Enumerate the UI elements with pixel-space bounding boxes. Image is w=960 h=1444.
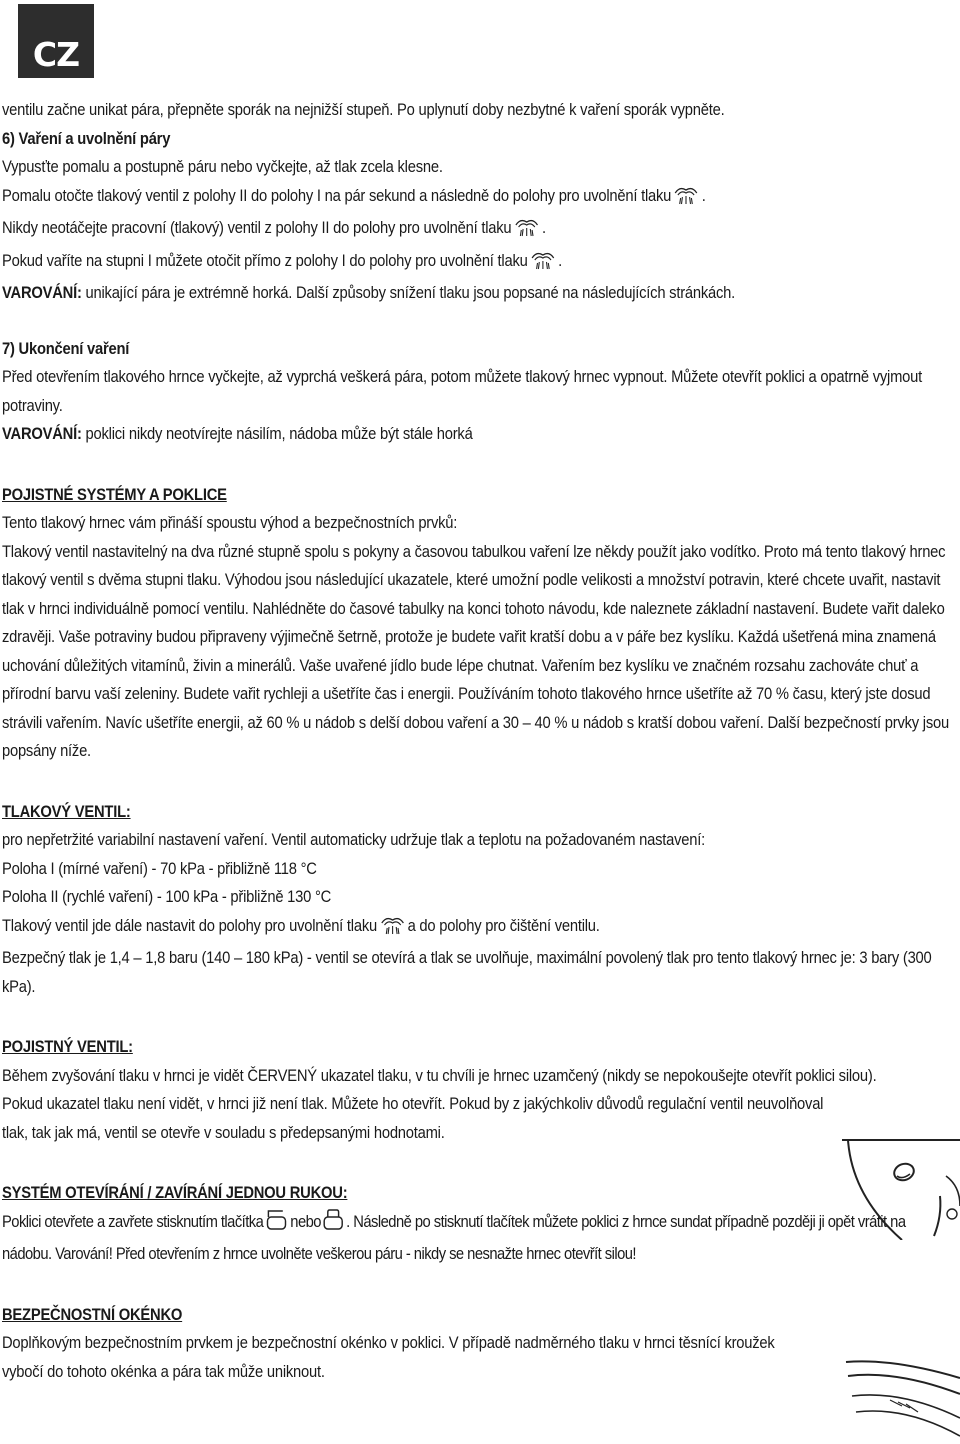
safety-paragraph: Tlakový ventil nastavitelný na dva různé stupně spolu s pokyny a časovou tabulkou vaření lze někdy použít jako vodítko. Proto má tento tlakový hrnec tlakový ventil s dvěma stupni tlaku. Výhodou jsou následující ukazatele, které umožní podle velikosti a množství potravin, které chcete uvařit, nastavit tlak v hrnci individuálně pomocí ventilu. Nahlédněte do časové tabulky na konci tohoto návodu, kde naleznete základní nastavení. Budete vařit daleko zdravěji. Vaše potraviny budou připraveny výjimečně šetrně, protože je budete vařit kratší dobu a v páře bez kyslíku. Každá ušetřená mina znamená uchování důležitých vitamínů, živin a minerálů. Vaše uvařené jídlo bude lépe chutnat. Vařením bez kyslíku ve značném rozsahu zachováte chuť a přírodní barvu vaší zeleniny. Budete vařit rychleji a ušetříte čas i energii. Používáním tohoto tlakového hrnce ušetříte až 70 % času, který jste dosud strávili vařením. Navíc ušetříte energii, až 60 % u nádob s delší dobou vaření a 30 – 40 % u nádob s kratší dobou vaření. Další bezpečností prvky jsou popsány níže. [2, 542, 949, 760]
steam-release-icon [673, 185, 700, 215]
close-button-icon [323, 1209, 345, 1241]
steam-release-icon [513, 217, 540, 247]
section-title-safety-valve: POJISTNÝ VENTIL: [2, 1038, 133, 1056]
text-line: ventilu začne unikat pára, přepněte sporák na nejnižší stupeň. Po uplynutí doby nezbytné k vaření sporák vypněte. [2, 101, 725, 119]
steam-release-icon [529, 250, 556, 280]
section-title-one-hand: SYSTÉM OTEVÍRÁNÍ / ZAVÍRÁNÍ JEDNOU RUKOU: [2, 1184, 348, 1202]
text-line: Bezpečný tlak je 1,4 – 1,8 baru (140 – 180 kPa) - ventil se otevírá a tlak se uvolňuje, maximální povolený tlak pro tento tlakový hrnec je: 3 bary (300 kPa). [2, 949, 932, 996]
document-body [2, 96, 956, 1386]
section-title-safety-systems: POJISTNÉ SYSTÉMY A POKLICE [2, 485, 227, 504]
warning-line: VAROVÁNÍ: poklici nikdy neotvírejte násilím, nádoba může být stále horká [2, 425, 473, 443]
text-line: Vypusťte pomalu a postupně páru nebo vyčkejte, až tlak zcela klesne. [2, 158, 443, 176]
text-line: Tento tlakový hrnec vám přináší spoustu výhod a bezpečnostních prvků: [2, 514, 458, 532]
warning-label: VAROVÁNÍ: [2, 425, 82, 443]
language-code: CZ [32, 35, 80, 74]
safety-window-illustration [842, 1356, 960, 1444]
warning-label: VAROVÁNÍ: [2, 284, 82, 302]
step6-title: 6) Vaření a uvolnění páry [2, 129, 171, 148]
text-line: Poloha II (rychlé vaření) - 100 kPa - přibližně 130 °C [2, 888, 332, 906]
text-line: Nikdy neotáčejte pracovní (tlakový) ventil z polohy II do polohy pro uvolnění tlaku . [2, 214, 956, 247]
text-line: Tlakový ventil jde dále nastavit do polohy pro uvolnění tlaku a do polohy pro čištění ventilu. [2, 912, 956, 945]
text-line: Pomalu otočte tlakový ventil z polohy II do polohy I na pár sekund a následně do polohy pro uvolnění tlaku . [2, 182, 956, 215]
section-title-safety-window: BEZPEČNOSTNÍ OKÉNKO [2, 1305, 183, 1324]
text-line: Pokud vaříte na stupni I můžete otočit přímo z polohy I do polohy pro uvolnění tlaku . [2, 247, 956, 280]
text-line: Poklici otevřete a zavřete stisknutím tlačítka nebo . Následně po stisknutí tlačítek můžete poklici z hrnce sundat případně později ji opět vrátit na nádobu. Varování! Před otevřením z hrnce uvolněte veškerou páru - nikdy se nesnažte hrnec otevřít silou! [2, 1208, 956, 1269]
text-line: Doplňkovým bezpečnostním prvkem je bezpečnostní okénko v poklici. V případě nadměrného tlaku v hrnci těsnící kroužek vybočí do tohoto okénka a pára tak může uniknout. [2, 1334, 775, 1381]
steam-release-icon [379, 915, 406, 945]
text-line: Během zvyšování tlaku v hrnci je vidět ČERVENÝ ukazatel tlaku, v tu chvíli je hrnec uzamčený (nikdy se nepokoušejte otevřít poklici silou). [2, 1066, 877, 1085]
step7-text: Před otevřením tlakového hrnce vyčkejte, až vyprchá veškerá pára, potom můžete tlakový hrnec vypnout. Můžete otevřít poklici a opatrně vyjmout potraviny. [2, 368, 922, 415]
step7-title: 7) Ukončení vaření [2, 339, 130, 358]
text-line: pro nepřetržité variabilní nastavení vaření. Ventil automaticky udržuje tlak a teplotu na požadovaném nastavení: [2, 831, 705, 849]
warning-line: VAROVÁNÍ: unikající pára je extrémně horká. Další způsoby snížení tlaku jsou popsané na následujících stránkách. [2, 284, 735, 302]
section-title-pressure-valve: TLAKOVÝ VENTIL: [2, 802, 131, 821]
open-button-icon [265, 1209, 288, 1241]
safety-valve-illustration [842, 1136, 960, 1240]
text-line: Pokud ukazatel tlaku není vidět, v hrnci již není tlak. Můžete ho otevřít. Pokud by z jakýchkoliv důvodů regulační ventil neuvolňoval tlak, tak jak má, ventil se otevře v souladu s předepsanými hodnotami. [2, 1095, 824, 1142]
language-badge [18, 4, 94, 78]
text-line: Poloha I (mírné vaření) - 70 kPa - přibližně 118 °C [2, 859, 317, 878]
